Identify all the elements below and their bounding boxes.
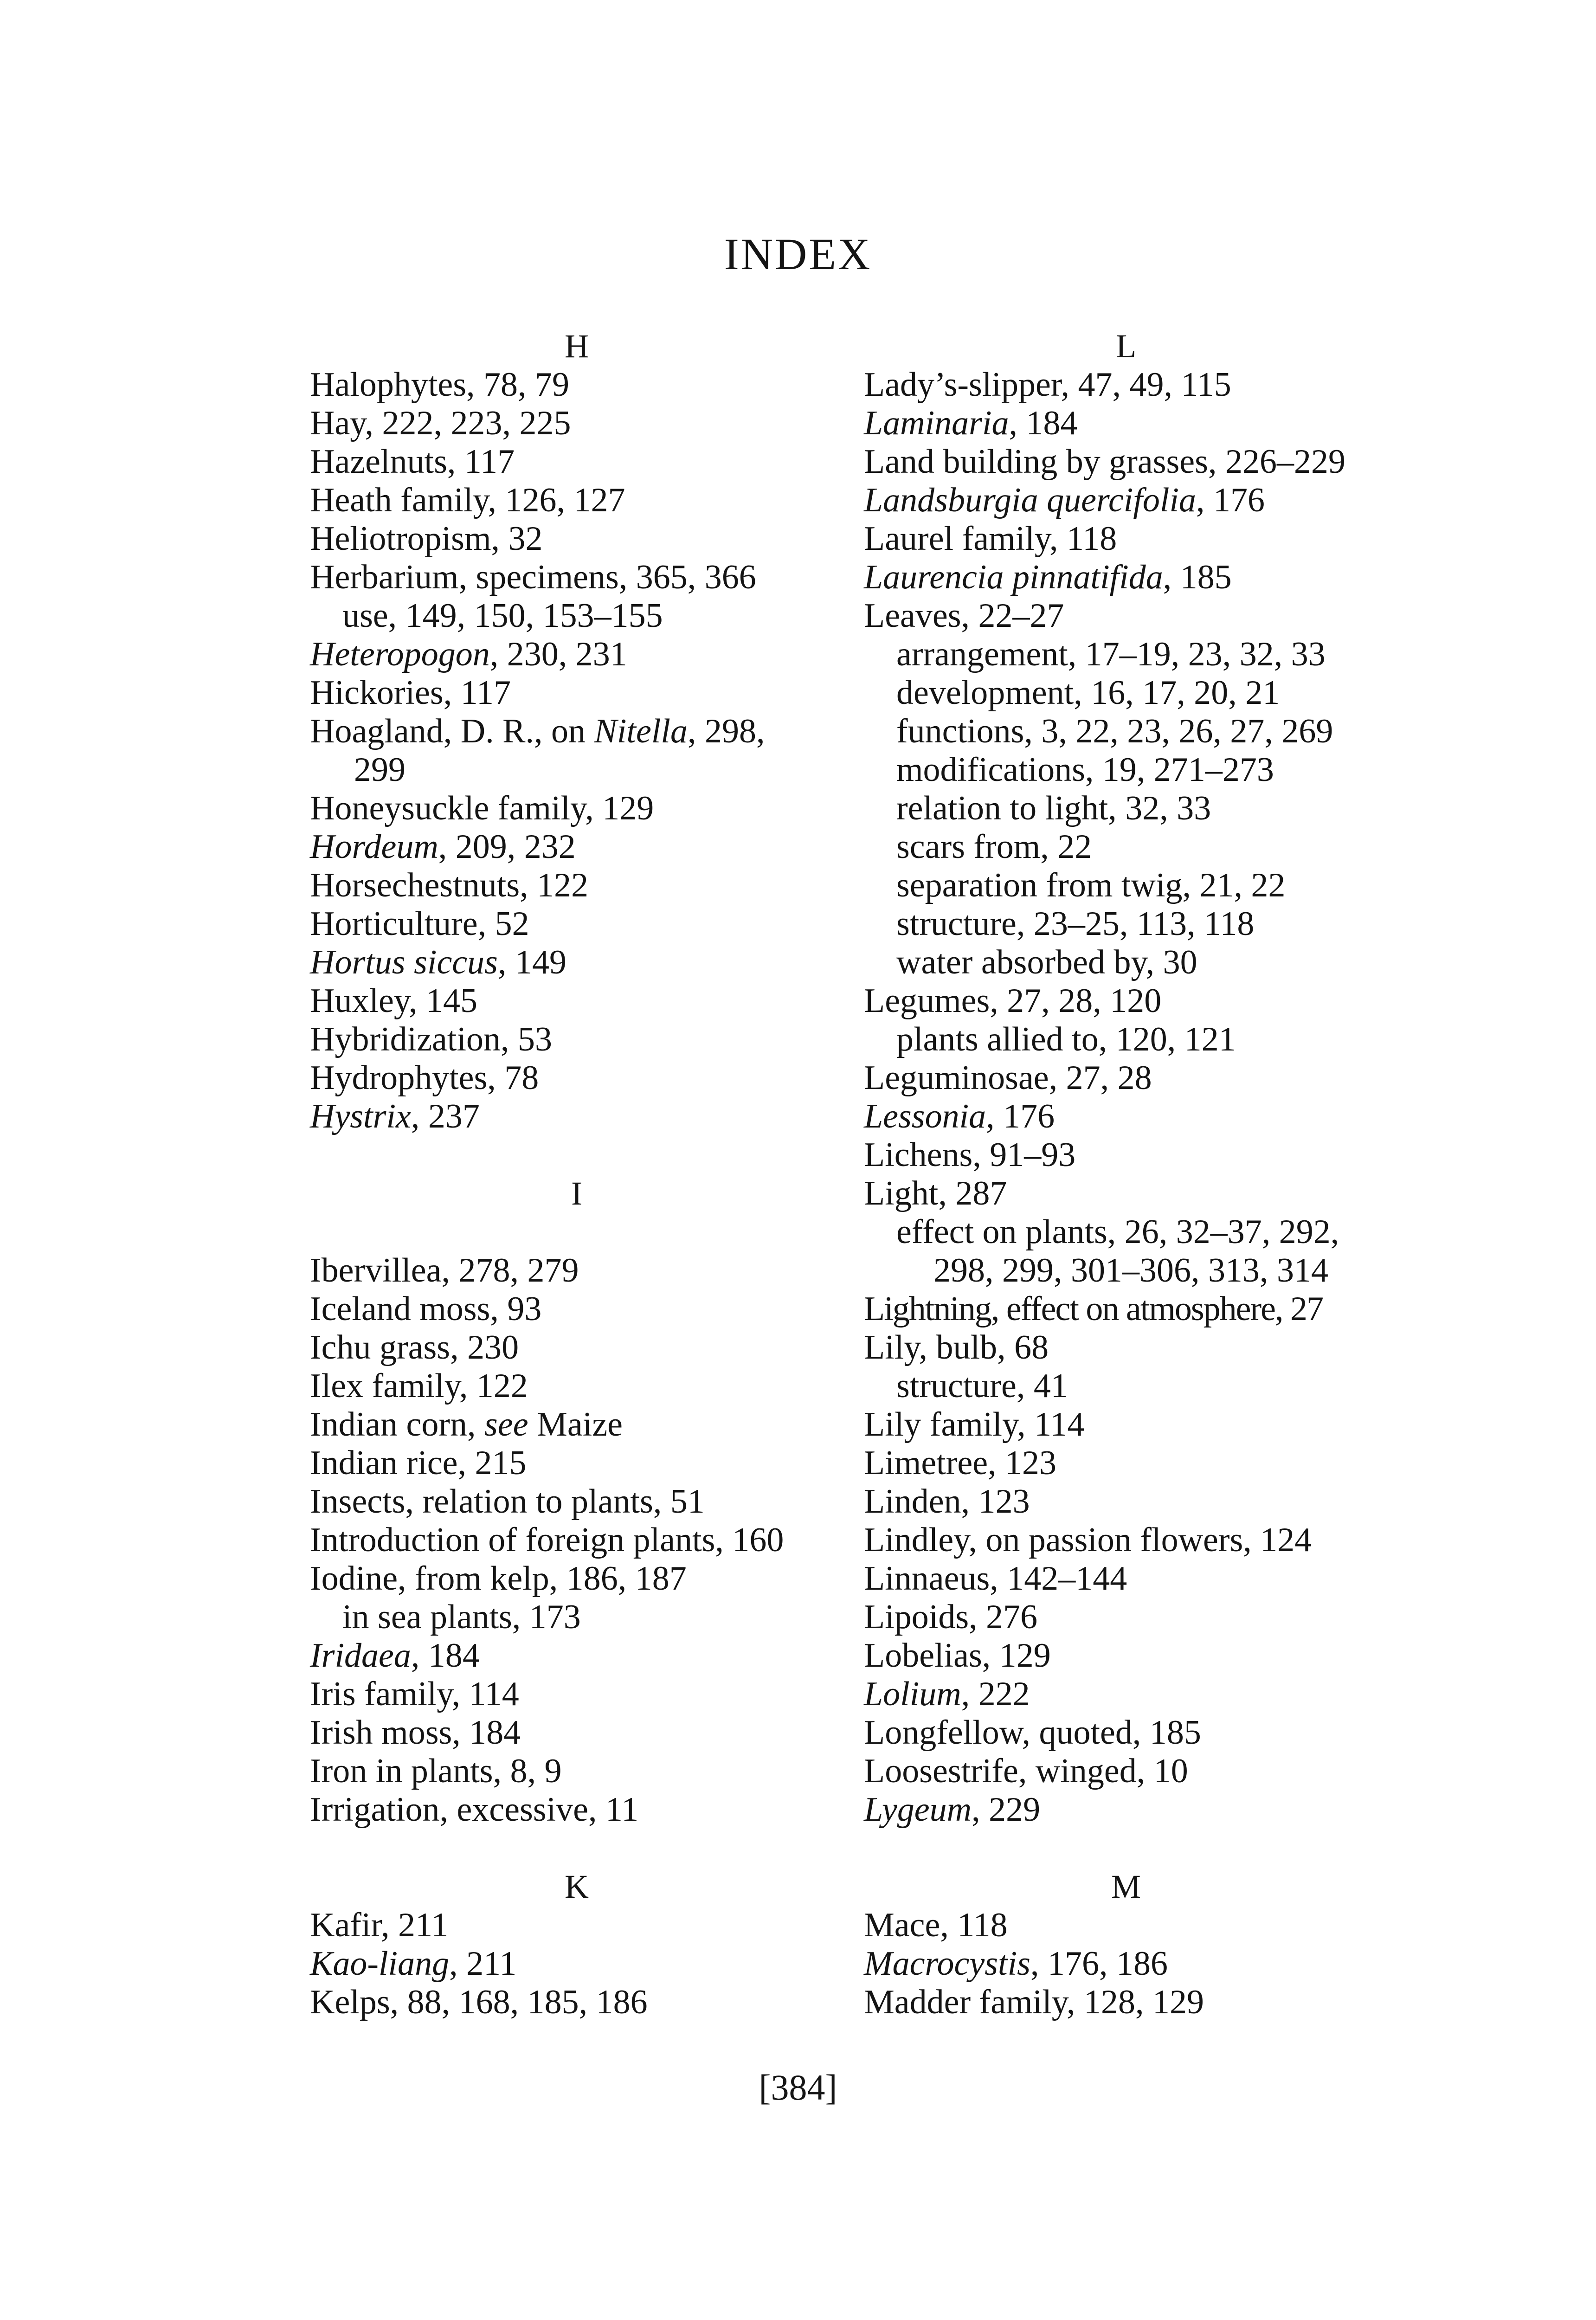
index-entry: Longfellow, quoted, 185 (864, 1714, 1201, 1752)
index-subentry: use, 149, 150, 153–155 (342, 597, 663, 635)
index-continuation: 299 (354, 751, 405, 789)
entry-pages: , 237 (411, 1097, 480, 1135)
entry-term: Lessonia (864, 1097, 986, 1135)
index-entry: Hickories, 117 (310, 674, 511, 712)
index-entry: Hybridization, 53 (310, 1020, 553, 1058)
index-subentry: separation from twig, 21, 22 (896, 866, 1286, 904)
index-entry (310, 1405, 843, 1444)
index-subentry: relation to light, 32, 33 (896, 789, 1211, 827)
index-entry: Madder family, 128, 129 (864, 1983, 1204, 2021)
index-entry: Horticulture, 52 (310, 905, 529, 943)
index-entry: Hydrophytes, 78 (310, 1059, 539, 1097)
index-entry: Hay, 222, 223, 225 (310, 404, 571, 442)
page-number: [384] (759, 2067, 837, 2107)
entry-term: Hordeum (310, 828, 438, 866)
index-entry: Loosestrife, winged, 10 (864, 1752, 1188, 1790)
index-entry: Limetree, 123 (864, 1444, 1057, 1482)
index-entry: Lily, bulb, 68 (864, 1328, 1049, 1366)
index-entry (864, 1675, 1388, 1714)
index-entry: Mace, 118 (864, 1906, 1008, 1944)
index-subentry: functions, 3, 22, 23, 26, 27, 269 (896, 712, 1333, 750)
index-subentry: plants allied to, 120, 121 (896, 1020, 1236, 1058)
index-entry: Insects, relation to plants, 51 (310, 1482, 705, 1521)
entry-term: Heteropogon (310, 635, 490, 673)
entry-term: Lolium (864, 1675, 961, 1713)
index-subentry: structure, 23–25, 113, 118 (896, 905, 1255, 943)
index-entry: Irrigation, excessive, 11 (310, 1791, 639, 1829)
entry-pages: , 298, (687, 712, 765, 750)
index-subentry: scars from, 22 (896, 828, 1092, 866)
index-entry: Introduction of foreign plants, 160 (310, 1521, 784, 1559)
index-entry: Land building by grasses, 226–229 (864, 443, 1345, 481)
index-column-left (310, 327, 843, 2022)
index-entry: Iris family, 114 (310, 1675, 519, 1713)
index-entry: Heath family, 126, 127 (310, 481, 625, 519)
index-entry: Huxley, 145 (310, 982, 478, 1020)
index-entry: Horsechestnuts, 122 (310, 866, 589, 904)
index-entry: Lichens, 91–93 (864, 1136, 1076, 1174)
index-entry: Legumes, 27, 28, 120 (864, 982, 1162, 1020)
section-letter-i: I (571, 1175, 582, 1212)
index-entry: Laurel family, 118 (864, 520, 1117, 558)
index-entry: Heliotropism, 32 (310, 520, 543, 558)
entry-term: Hortus siccus (310, 943, 498, 981)
index-entry: Indian rice, 215 (310, 1444, 527, 1482)
index-subentry: water absorbed by, 30 (896, 943, 1197, 981)
entry-pages: , 222 (961, 1675, 1030, 1713)
section-letter-m: M (1111, 1868, 1141, 1905)
index-subentry: effect on plants, 26, 32–37, 292, (896, 1213, 1339, 1251)
entry-term: Laminaria (864, 404, 1009, 442)
index-entry: Linnaeus, 142–144 (864, 1560, 1127, 1598)
index-entry: Iceland moss, 93 (310, 1290, 542, 1328)
index-entry (864, 558, 1388, 597)
entry-term: Macrocystis (864, 1945, 1030, 1983)
index-entry: Linden, 123 (864, 1482, 1030, 1521)
index-entry (310, 1637, 843, 1675)
entry-pages: , 176 (1196, 481, 1265, 519)
index-entry (864, 1097, 1388, 1136)
entry-pages: , 209, 232 (438, 828, 576, 866)
entry-term: Landsburgia quercifolia (864, 481, 1197, 519)
index-subentry: arrangement, 17–19, 23, 32, 33 (896, 635, 1326, 673)
index-entry: Irish moss, 184 (310, 1714, 521, 1752)
entry-pages: , 184 (1009, 404, 1078, 442)
entry-term: see (484, 1405, 528, 1444)
entry-text: Hoagland, D. R., on (310, 712, 594, 750)
index-entry: Iodine, from kelp, 186, 187 (310, 1560, 687, 1598)
index-entry: Leaves, 22–27 (864, 597, 1064, 635)
index-entry (864, 1791, 1388, 1829)
entry-term: Kao-liang (310, 1945, 450, 1983)
index-entry: Halophytes, 78, 79 (310, 366, 570, 404)
section-letter-h: H (565, 328, 589, 365)
entry-term: Iridaea (310, 1637, 411, 1675)
index-entry: Lipoids, 276 (864, 1598, 1038, 1636)
index-entry: Hazelnuts, 117 (310, 443, 515, 481)
index-entry: Honeysuckle family, 129 (310, 789, 654, 827)
index-subentry: structure, 41 (896, 1367, 1068, 1405)
entry-pages: , 230, 231 (489, 635, 627, 673)
index-entry (864, 404, 1388, 443)
index-continuation: 298, 299, 301–306, 313, 314 (933, 1251, 1328, 1289)
entry-term: Laurencia pinnatifida (864, 558, 1163, 596)
index-entry: Lady’s-slipper, 47, 49, 115 (864, 366, 1231, 404)
index-entry: Ibervillea, 278, 279 (310, 1251, 579, 1289)
index-column-right (864, 327, 1388, 2022)
section-letter-l: L (1116, 328, 1136, 365)
index-entry: Leguminosae, 27, 28 (864, 1059, 1152, 1097)
index-entry: Light, 287 (864, 1174, 1007, 1212)
entry-term: Lygeum (864, 1791, 972, 1829)
entry-pages: , 176 (986, 1097, 1055, 1135)
index-entry (310, 1945, 843, 1983)
entry-pages: , 185 (1163, 558, 1232, 596)
entry-term: Hystrix (310, 1097, 411, 1135)
page-title: INDEX (724, 229, 872, 279)
index-entry (864, 1945, 1388, 1983)
index-subentry: development, 16, 17, 20, 21 (896, 674, 1280, 712)
index-entry: Kafir, 211 (310, 1906, 449, 1944)
index-entry: Ilex family, 122 (310, 1367, 528, 1405)
index-entry (310, 635, 843, 674)
entry-pages: , 176, 186 (1030, 1945, 1168, 1983)
index-entry: Lily family, 114 (864, 1405, 1085, 1444)
entry-pages: , 229 (972, 1791, 1041, 1829)
entry-term: Nitella (594, 712, 688, 750)
index-entry: Lobelias, 129 (864, 1637, 1051, 1675)
index-entry (310, 943, 843, 982)
index-entry: Ichu grass, 230 (310, 1328, 519, 1366)
index-subentry: in sea plants, 173 (342, 1598, 581, 1636)
entry-pages: , 211 (449, 1945, 517, 1983)
index-entry (864, 481, 1388, 520)
index-entry: Kelps, 88, 168, 185, 186 (310, 1983, 648, 2021)
index-entry: Lindley, on passion flowers, 124 (864, 1521, 1312, 1559)
index-entry (310, 1097, 843, 1136)
index-entry: Iron in plants, 8, 9 (310, 1752, 562, 1790)
index-entry: Herbarium, specimens, 365, 366 (310, 558, 756, 596)
index-entry (310, 828, 843, 866)
index-subentry: modifications, 19, 271–273 (896, 751, 1274, 789)
section-letter-k: K (565, 1868, 589, 1905)
entry-pages: , 184 (411, 1637, 480, 1675)
entry-text: Indian corn, (310, 1405, 485, 1444)
index-entry (310, 712, 843, 751)
entry-pages: Maize (528, 1405, 623, 1444)
entry-pages: , 149 (497, 943, 566, 981)
index-entry: Lightning, effect on atmosphere, 27 (864, 1290, 1323, 1328)
